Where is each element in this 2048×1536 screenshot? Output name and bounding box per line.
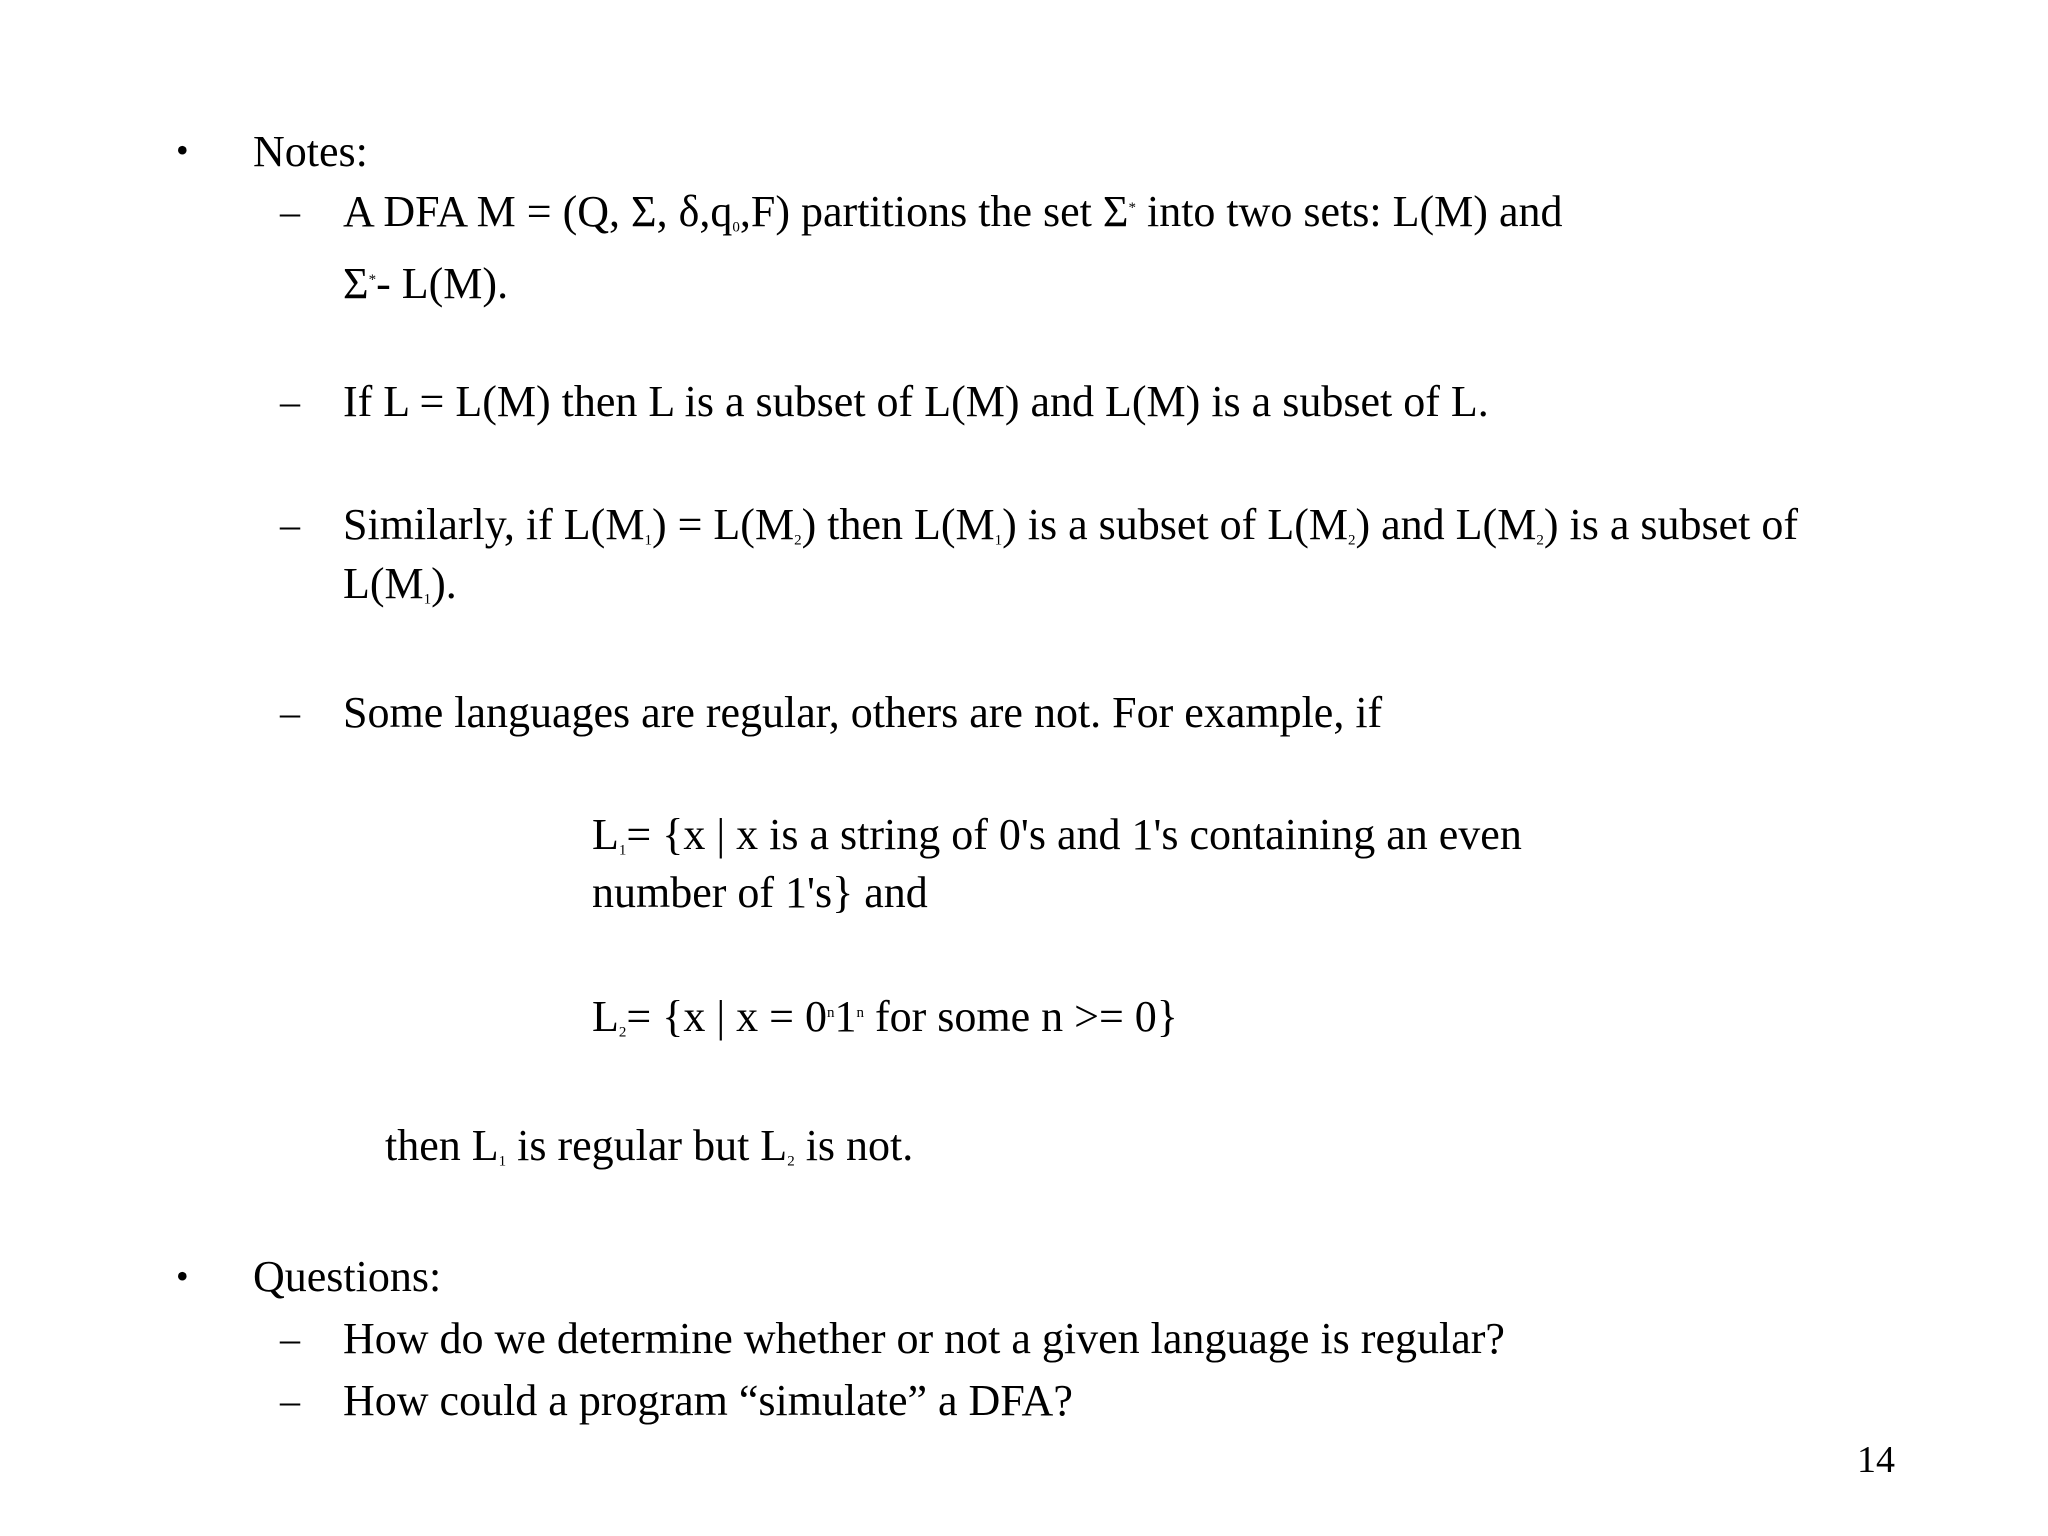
- item3-line2: $L(M_1)$.: [343, 559, 457, 608]
- item2-dash: –: [280, 379, 300, 424]
- item4-dash: –: [280, 690, 300, 735]
- item2-text: If L = L(M) then L is a subset of L(M) and L(M) is a subset of L.: [343, 377, 1489, 426]
- questions-heading: Questions:: [253, 1252, 442, 1301]
- l2-definition: $L_2= \{x$ | $x = 0^n1^n$ for some n >= 0}: [592, 992, 1178, 1041]
- item1-dash: –: [280, 189, 300, 234]
- question-2: How could a program “simulate” a DFA?: [343, 1376, 1073, 1425]
- questions-bullet: •: [176, 1256, 189, 1296]
- question2-dash: –: [280, 1378, 300, 1423]
- item3-dash: –: [280, 502, 300, 547]
- item1-line2: Σ*- L(M).: [343, 259, 509, 308]
- notes-heading: Notes:: [253, 127, 368, 176]
- l1-definition-line1: $L_1= \{x$ | x is a string of 0's and 1's containing an even: [592, 810, 1522, 859]
- item1-line1: A DFA M = (Q, Σ, $\delta,q_0,F$) partitions the set Σ* into two sets: L(M) and: [343, 187, 1563, 236]
- item3-line1: Similarly, if $L(M_1) = L(M_2)$ then $L(M_1)$ is a subset of $L(M_2)$ and $L(M_2)$ is a subset of: [343, 500, 1799, 549]
- page-number: 14: [1857, 1439, 1895, 1481]
- question1-dash: –: [280, 1316, 300, 1361]
- notes-bullet: •: [176, 130, 189, 170]
- l1-definition-line2: number of 1's} and: [592, 868, 928, 917]
- question-1: How do we determine whether or not a given language is regular?: [343, 1314, 1505, 1363]
- conclusion-text: then $L_1$ is regular but $L_2$ is not.: [385, 1121, 914, 1170]
- item4-text: Some languages are regular, others are not. For example, if: [343, 688, 1383, 737]
